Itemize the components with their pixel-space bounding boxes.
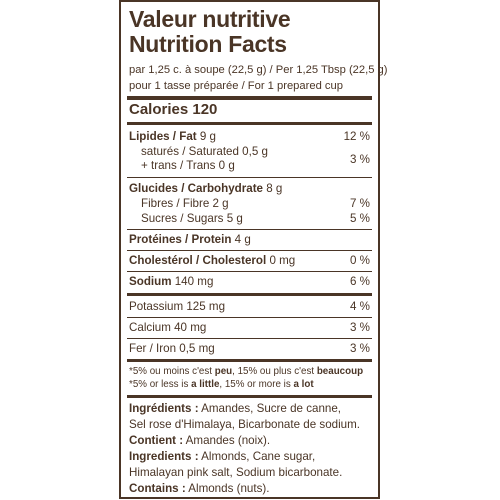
ingredients-french-text: Amandes, Sucre de canne, xyxy=(198,402,342,415)
footnote-french xyxy=(129,366,363,378)
contains-english xyxy=(129,481,269,497)
thick-divider xyxy=(127,359,372,362)
ingredients-english-line-1 xyxy=(129,449,315,465)
fat-amount: 9 g xyxy=(196,130,216,143)
trans-label: + trans / Trans 0 g xyxy=(141,159,235,172)
footnote-bold: beaucoup xyxy=(316,366,364,377)
contains-french-text: Amandes (noix). xyxy=(183,434,271,447)
thick-divider xyxy=(127,96,372,100)
ingredients-french-line-1 xyxy=(129,401,341,417)
sat-trans-dv: 3 % xyxy=(350,153,370,166)
calcium-dv: 3 % xyxy=(350,321,370,334)
divider xyxy=(127,271,372,272)
fat-dv: 12 % xyxy=(343,130,370,143)
serving-size-line-1: par 1,25 c. à soupe (22,5 g) / Per 1,25 Tbsp (22,5 g) xyxy=(129,64,388,76)
potassium-label: Potassium 125 mg xyxy=(129,300,226,313)
footnote-english xyxy=(129,379,314,391)
iron-label: Fer / Iron 0,5 mg xyxy=(129,342,215,355)
divider xyxy=(127,229,372,230)
sugars-dv: 5 % xyxy=(350,212,370,225)
saturated-label: saturés / Saturated 0,5 g xyxy=(141,145,268,158)
sodium-amount: 140 mg xyxy=(171,275,214,288)
footnote-bold: a little xyxy=(191,379,220,390)
footnote-text: , 15% or more is xyxy=(219,379,294,390)
contains-french xyxy=(129,433,270,449)
protein-label: Protéines / Protein xyxy=(129,233,232,246)
footnote-bold: peu xyxy=(214,366,233,377)
ingredients-french-label: Ingrédients : xyxy=(129,402,199,415)
protein-amount: 4 g xyxy=(231,233,251,246)
divider xyxy=(127,250,372,251)
calories-divider xyxy=(127,122,372,125)
thick-divider xyxy=(127,293,372,296)
contains-french-label: Contient : xyxy=(129,434,184,447)
fat-label: Lipides / Fat xyxy=(129,130,197,143)
calcium-label: Calcium 40 mg xyxy=(129,321,207,334)
iron-dv: 3 % xyxy=(350,342,370,355)
contains-english-label: Contains : xyxy=(129,482,186,495)
nutrition-facts-panel xyxy=(119,0,388,499)
ingredients-divider xyxy=(127,395,372,398)
ingredients-english-label: Ingredients : xyxy=(129,450,199,463)
calories: Calories 120 xyxy=(129,101,218,118)
sodium-dv: 6 % xyxy=(350,275,370,288)
potassium-dv: 4 % xyxy=(350,300,370,313)
divider xyxy=(127,338,372,339)
footnote-text: *5% ou moins c'est xyxy=(129,366,215,377)
fibre-dv: 7 % xyxy=(350,197,370,210)
cholesterol-amount: 0 mg xyxy=(266,254,296,267)
footnote-bold: a lot xyxy=(293,379,314,390)
ingredients-french-line-2: Sel rose d'Himalaya, Bicarbonate de sodium. xyxy=(129,418,360,431)
cholesterol-label: Cholestérol / Cholesterol xyxy=(129,254,267,267)
fibre-label: Fibres / Fibre 2 g xyxy=(141,197,229,210)
title-english: Nutrition Facts xyxy=(129,31,287,57)
contains-english-text: Almonds (nuts). xyxy=(185,482,270,495)
footnote-text: *5% or less is xyxy=(129,379,192,390)
ingredients-english-line-2: Himalayan pink salt, Sodium bicarbonate. xyxy=(129,466,343,479)
divider xyxy=(127,177,372,178)
carb-label: Glucides / Carbohydrate xyxy=(129,182,264,195)
divider xyxy=(127,317,372,318)
sodium-label: Sodium xyxy=(129,275,172,288)
cholesterol-dv: 0 % xyxy=(350,254,370,267)
ingredients-english-text: Almonds, Cane sugar, xyxy=(198,450,316,463)
carb-amount: 8 g xyxy=(263,182,283,195)
title-french: Valeur nutritive xyxy=(129,6,291,32)
footnote-text: , 15% ou plus c'est xyxy=(232,366,317,377)
serving-size-line-2: pour 1 tasse préparée / For 1 prepared cup xyxy=(129,80,343,92)
sugars-label: Sucres / Sugars 5 g xyxy=(141,212,243,225)
